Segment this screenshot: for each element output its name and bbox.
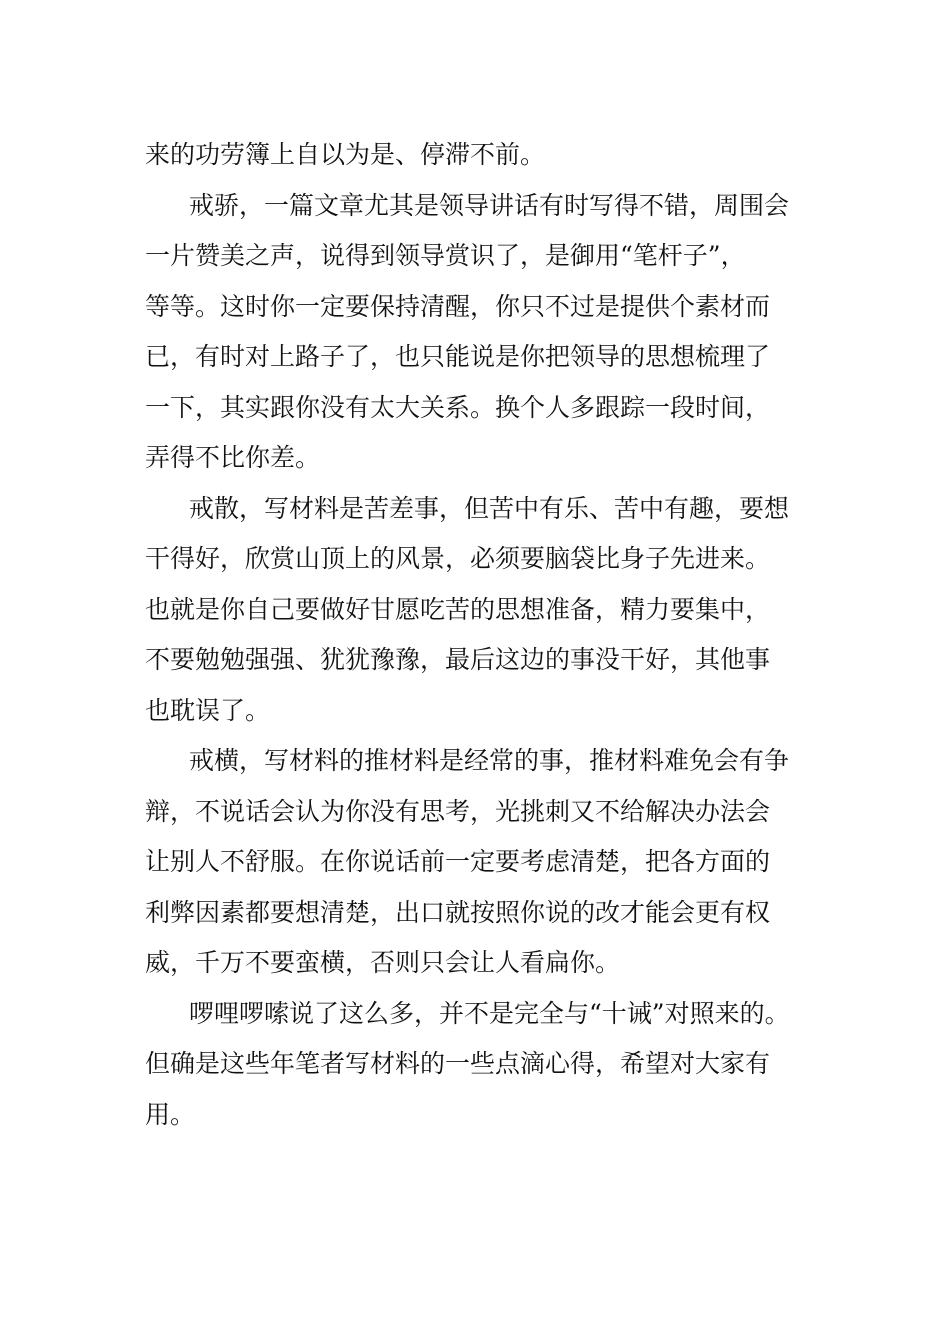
text-line: 也就是你自己要做好甘愿吃苦的思想准备，精力要集中， [145, 594, 771, 624]
document-body [145, 130, 845, 1140]
text-line: 但确是这些年笔者写材料的一些点滴心得，希望对大家有 [145, 1049, 771, 1078]
text-line: 威，千万不要蛮横，否则只会让人看扁你。 [145, 948, 621, 977]
text-line: 让别人不舒服。在你说话前一定要考虑清楚，把各方面的 [145, 847, 771, 876]
text-line: 用。 [145, 1099, 196, 1129]
paragraph-start-line: 啰哩啰嗦说了这么多，并不是完全与“十诫”对照来的。 [189, 998, 790, 1028]
text-line: 一片赞美之声，说得到领导赏识了，是御用“笔杆子”， [145, 241, 746, 270]
text-line: 已，有时对上路子了，也只能说是你把领导的思想梳理了 [145, 342, 771, 371]
paragraph-start-line: 戒横，写材料的推材料是经常的事，推材料难免会有争 [189, 746, 790, 775]
text-line: 一下，其实跟你没有太大关系。换个人多跟踪一段时间， [145, 392, 771, 422]
text-line: 不要勉勉强强、犹犹豫豫，最后这边的事没干好，其他事 [145, 645, 771, 674]
text-line: 弄得不比你差。 [145, 443, 321, 472]
text-line: 等等。这时你一定要保持清醒，你只不过是提供个素材而 [145, 291, 771, 321]
text-line: 来的功劳簿上自以为是、停滞不前。 [145, 140, 546, 169]
text-line: 利弊因素都要想清楚，出口就按照你说的改才能会更有权 [145, 897, 771, 927]
text-line: 也耽误了。 [145, 695, 271, 725]
text-line: 辩，不说话会认为你没有思考，光挑刺又不给解决办法会 [145, 796, 771, 826]
paragraph-start-line: 戒散，写材料是苦差事，但苦中有乐、苦中有趣，要想 [189, 493, 790, 523]
paragraph-start-line: 戒骄，一篇文章尤其是领导讲话有时写得不错，周围会 [189, 190, 790, 220]
text-line: 干得好，欣赏山顶上的风景，必须要脑袋比身子先进来。 [145, 544, 771, 573]
